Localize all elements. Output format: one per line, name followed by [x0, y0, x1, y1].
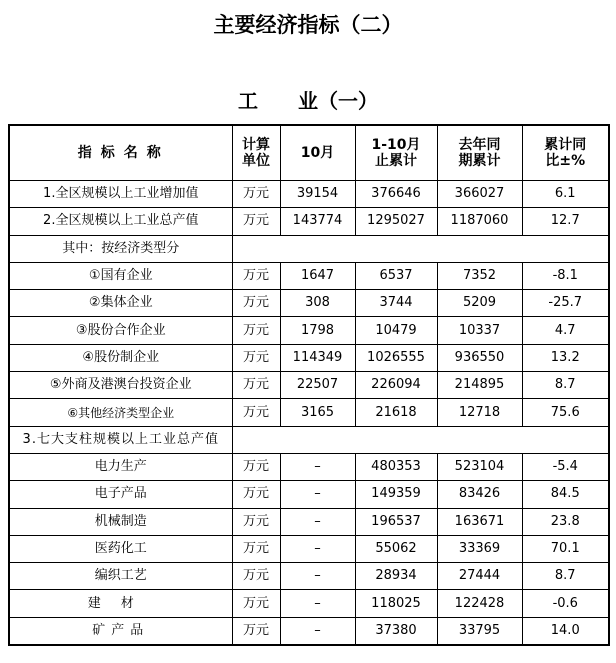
- table-row: [9, 344, 609, 371]
- row-unit: 万元: [232, 453, 280, 480]
- row-month: –: [280, 535, 355, 562]
- table-row: [9, 290, 609, 317]
- row-yoy: 12.7: [522, 208, 609, 235]
- row-month: 143774: [280, 208, 355, 235]
- table-row: [9, 372, 609, 399]
- header-yoy: [522, 125, 609, 181]
- row-unit: 万元: [232, 563, 280, 590]
- row-unit: 万元: [232, 617, 280, 645]
- header-unit: [232, 125, 280, 181]
- row-label: ④股份制企业: [9, 344, 232, 371]
- row-unit: 万元: [232, 181, 280, 208]
- row-label: ③股份合作企业: [9, 317, 232, 344]
- row-cumulative: 1295027: [355, 208, 437, 235]
- row-month: 1647: [280, 262, 355, 289]
- row-last-year: 936550: [437, 344, 522, 371]
- row-yoy: -8.1: [522, 262, 609, 289]
- row-label: 2.全区规模以上工业总产值: [9, 208, 232, 235]
- table-row: [9, 317, 609, 344]
- row-unit: 万元: [232, 399, 280, 426]
- row-month: 3165: [280, 399, 355, 426]
- row-month: 114349: [280, 344, 355, 371]
- row-unit: 万元: [232, 590, 280, 617]
- row-cumulative: 3744: [355, 290, 437, 317]
- empty-cell: [232, 426, 609, 453]
- header-cumulative-line1: 1-10月: [371, 137, 421, 153]
- row-last-year: 366027: [437, 181, 522, 208]
- row-cumulative: 376646: [355, 181, 437, 208]
- row-yoy: 8.7: [522, 563, 609, 590]
- row-yoy: 8.7: [522, 372, 609, 399]
- table-row: [9, 181, 609, 208]
- row-label: 电子产品: [9, 481, 232, 508]
- header-yoy-line1: 累计同: [544, 137, 587, 153]
- row-yoy: 13.2: [522, 344, 609, 371]
- row-yoy: 84.5: [522, 481, 609, 508]
- header-last-year-line2: 期累计: [458, 153, 501, 169]
- row-month: –: [280, 590, 355, 617]
- row-cumulative: 28934: [355, 563, 437, 590]
- row-yoy: -5.4: [522, 453, 609, 480]
- empty-cell: [232, 235, 609, 262]
- indicator-table: [8, 124, 610, 646]
- row-last-year: 122428: [437, 590, 522, 617]
- row-cumulative: 480353: [355, 453, 437, 480]
- row-cumulative: 6537: [355, 262, 437, 289]
- row-label: ⑤外商及港澳台投资企业: [9, 372, 232, 399]
- row-label: ②集体企业: [9, 290, 232, 317]
- row-yoy: 23.8: [522, 508, 609, 535]
- header-unit-line2: 单位: [242, 153, 270, 169]
- table-row: [9, 535, 609, 562]
- row-yoy: 4.7: [522, 317, 609, 344]
- row-month: 308: [280, 290, 355, 317]
- row-label: ⑥其他经济类型企业: [9, 399, 232, 426]
- row-last-year: 1187060: [437, 208, 522, 235]
- row-month: –: [280, 508, 355, 535]
- row-last-year: 12718: [437, 399, 522, 426]
- table-row-subheading: [9, 426, 609, 453]
- table-row: [9, 563, 609, 590]
- row-last-year: 27444: [437, 563, 522, 590]
- header-yoy-line2: 比±%: [545, 153, 586, 169]
- row-cumulative: 10479: [355, 317, 437, 344]
- row-month: 39154: [280, 181, 355, 208]
- row-last-year: 163671: [437, 508, 522, 535]
- row-month: –: [280, 563, 355, 590]
- table-row: [9, 453, 609, 480]
- row-label: 机械制造: [9, 508, 232, 535]
- row-yoy: 75.6: [522, 399, 609, 426]
- row-last-year: 33369: [437, 535, 522, 562]
- row-label: 矿产品: [9, 617, 232, 645]
- row-month: –: [280, 481, 355, 508]
- table-row: [9, 508, 609, 535]
- row-label: 建材: [9, 590, 232, 617]
- row-unit: 万元: [232, 208, 280, 235]
- header-month: 10月: [280, 125, 355, 181]
- row-unit: 万元: [232, 317, 280, 344]
- row-unit: 万元: [232, 372, 280, 399]
- row-yoy: 70.1: [522, 535, 609, 562]
- row-yoy: 6.1: [522, 181, 609, 208]
- header-unit-line1: 计算: [242, 137, 270, 153]
- table-row: [9, 590, 609, 617]
- row-last-year: 523104: [437, 453, 522, 480]
- row-cumulative: 1026555: [355, 344, 437, 371]
- row-last-year: 83426: [437, 481, 522, 508]
- row-month: –: [280, 453, 355, 480]
- row-last-year: 10337: [437, 317, 522, 344]
- row-last-year: 7352: [437, 262, 522, 289]
- row-cumulative: 196537: [355, 508, 437, 535]
- row-yoy: 14.0: [522, 617, 609, 645]
- table-row-subheading: [9, 235, 609, 262]
- row-unit: 万元: [232, 508, 280, 535]
- row-yoy: -25.7: [522, 290, 609, 317]
- row-cumulative: 21618: [355, 399, 437, 426]
- page-title: 主要经济指标（二）: [213, 13, 403, 37]
- row-label: 3.七大支柱规模以上工业总产值: [9, 426, 232, 453]
- table-row: [9, 617, 609, 645]
- row-unit: 万元: [232, 344, 280, 371]
- row-unit: 万元: [232, 262, 280, 289]
- row-unit: 万元: [232, 481, 280, 508]
- row-label: 其中：按经济类型分: [9, 235, 232, 262]
- row-label: 电力生产: [9, 453, 232, 480]
- header-row: [9, 125, 609, 181]
- row-last-year: 214895: [437, 372, 522, 399]
- row-label: 1.全区规模以上工业增加值: [9, 181, 232, 208]
- row-unit: 万元: [232, 535, 280, 562]
- table-row: [9, 208, 609, 235]
- row-label: ①国有企业: [9, 262, 232, 289]
- row-month: 22507: [280, 372, 355, 399]
- table-row: [9, 262, 609, 289]
- row-cumulative: 37380: [355, 617, 437, 645]
- row-cumulative: 55062: [355, 535, 437, 562]
- row-month: –: [280, 617, 355, 645]
- row-yoy: -0.6: [522, 590, 609, 617]
- header-name: 指标名称: [9, 125, 232, 181]
- row-cumulative: 226094: [355, 372, 437, 399]
- row-unit: 万元: [232, 290, 280, 317]
- table-row: [9, 399, 609, 426]
- header-last-year-line1: 去年同: [458, 137, 501, 153]
- row-label: 编织工艺: [9, 563, 232, 590]
- row-last-year: 5209: [437, 290, 522, 317]
- row-cumulative: 149359: [355, 481, 437, 508]
- table-row: [9, 481, 609, 508]
- section-title: 工 业（一）: [238, 89, 378, 113]
- header-cumulative: [355, 125, 437, 181]
- header-cumulative-line2: 止累计: [375, 153, 417, 169]
- row-cumulative: 118025: [355, 590, 437, 617]
- row-label: 医药化工: [9, 535, 232, 562]
- row-last-year: 33795: [437, 617, 522, 645]
- row-month: 1798: [280, 317, 355, 344]
- header-last-year: [437, 125, 522, 181]
